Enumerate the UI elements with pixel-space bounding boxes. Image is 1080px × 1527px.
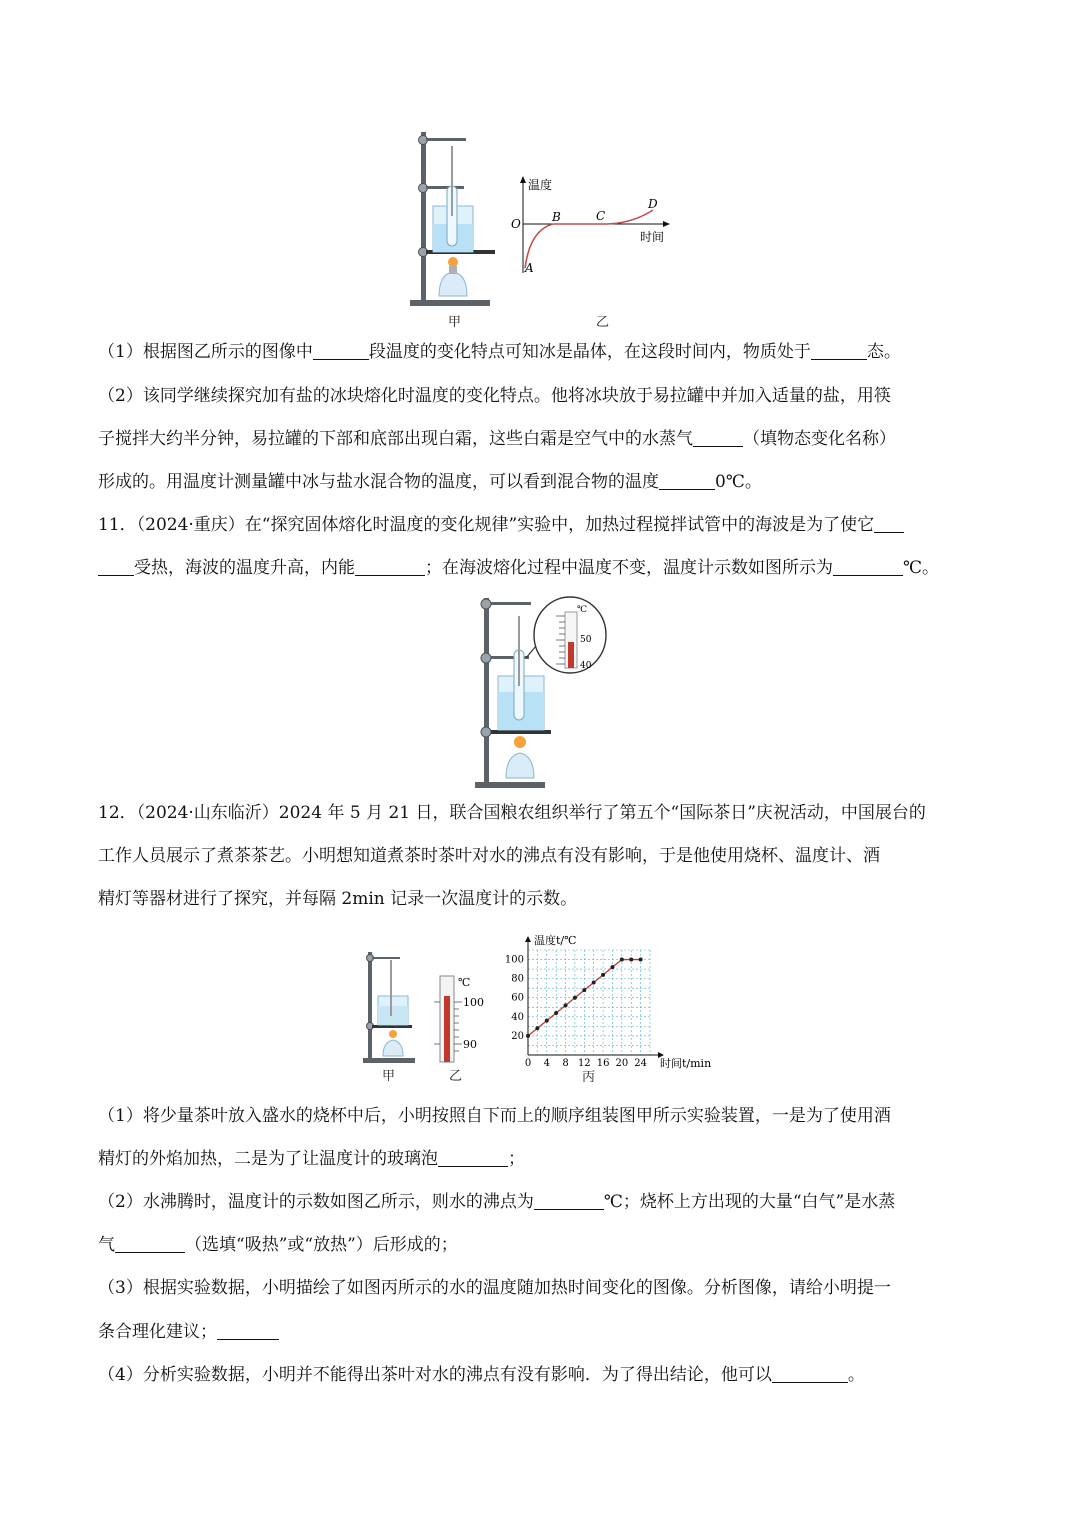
answer-blank[interactable] (693, 429, 743, 447)
graph-point-d: D (648, 197, 658, 211)
graph-ylabel: 温度 (528, 178, 553, 192)
answer-blank[interactable] (874, 515, 904, 533)
data-point (564, 1003, 568, 1007)
q12-part4-line1: （4）分析实验数据，小明并不能得出茶叶对水的沸点有没有影响．为了得出结论，他可以 。 (98, 1365, 865, 1385)
y-tick-label: 20 (511, 1030, 524, 1042)
q12-part3-line1: （3）根据实验数据，小明描绘了如图丙所示的水的温度随加热时间变化的图像。分析图像，请给小明提一 (98, 1278, 891, 1298)
data-point (610, 965, 614, 969)
graph-origin: O (511, 217, 521, 231)
q11-line1: 11．（2024·重庆）在“探究固体熔化时温度的变化规律”实验中，加热过程搅拌试管中的海波是为了使它 (98, 504, 988, 547)
q12-part2-line2: 气 （选填“吸热”或“放热”）后形成的； (98, 1235, 458, 1255)
q12-part1-line2: 精灯的外焰加热，二是为了让温度计的玻璃泡 ； (98, 1149, 525, 1169)
x-tick-label: 20 (615, 1058, 629, 1069)
q12-thermometer (432, 972, 492, 1064)
q12-caption-b: 乙 (449, 1069, 463, 1084)
q10-part2-line3: 形成的。用温度计测量罐中冰与盐水混合物的温度，可以看到混合物的温度 0℃。 (98, 472, 762, 492)
q12-chart (500, 928, 720, 1070)
q12-thermo-mark-100: 100 (463, 996, 484, 1009)
chart-grid (528, 950, 650, 1055)
figure1-caption-b: 乙 (596, 315, 610, 330)
q12-line2: 工作人员展示了煮茶茶艺。小明想知道煮茶时茶叶对水的沸点有没有影响，于是他使用烧杯、温度计、酒 (98, 846, 880, 866)
x-tick-label: 16 (596, 1058, 610, 1069)
q10-part2-line2: 子搅拌大约半分钟，易拉罐的下部和底部出现白霜，这些白霜是空气中的水蒸气 （填物态变化名称） (98, 429, 896, 449)
q12-caption-a: 甲 (382, 1069, 396, 1084)
y-tick-label: 60 (511, 992, 524, 1004)
q12-thermo-mark-90: 90 (463, 1038, 477, 1051)
q10-part2-line1: （2）该同学继续探究加有盐的冰块熔化时温度的变化特点。他将冰块放于易拉罐中并加入适量的盐，用筷 (98, 386, 891, 406)
figure1-caption-a: 甲 (448, 315, 462, 330)
chart-xlabel: 时间t/min (660, 1057, 712, 1070)
figure1-apparatus (405, 128, 495, 308)
q12-line3: 精灯等器材进行了探究，并每隔 2min 记录一次温度计的示数。 (98, 889, 578, 909)
q11-line2: 受热，海波的温度升高，内能 ；在海波熔化过程中温度不变，温度计示数如图所示为 ℃。 (98, 547, 988, 590)
q12-part2-line1: （2）水沸腾时，温度计的示数如图乙所示，则水的沸点为 ℃；烧杯上方出现的大量“白气”是水蒸 (98, 1192, 896, 1212)
data-point (620, 958, 624, 962)
data-point (545, 1019, 549, 1023)
y-tick-label: 40 (511, 1011, 524, 1023)
figure1-graph (508, 175, 678, 275)
graph-point-b: B (552, 210, 561, 224)
answer-blank[interactable] (534, 1192, 604, 1210)
data-point (526, 1034, 530, 1038)
data-point (639, 958, 643, 962)
data-point (554, 1011, 558, 1015)
graph-point-c: C (596, 209, 606, 223)
data-point (582, 988, 586, 992)
x-tick-label: 24 (634, 1058, 647, 1069)
answer-blank[interactable] (98, 558, 134, 576)
answer-blank[interactable] (217, 1322, 279, 1340)
x-tick-label: 12 (577, 1058, 591, 1069)
q10-part1: （1）根据图乙所示的图像中 段温度的变化特点可知冰是晶体，在这段时间内，物质处于 态。 (98, 342, 901, 362)
chart-ylabel: 温度t/℃ (534, 934, 577, 947)
graph-xlabel: 时间 (640, 230, 665, 244)
x-tick-label: 4 (543, 1058, 550, 1069)
answer-blank[interactable] (811, 342, 867, 360)
data-point (629, 958, 633, 962)
y-axis-arrow (525, 936, 531, 942)
q11-thermo-unit: ℃ (577, 605, 588, 615)
q12-part3-line2: 条合理化建议； (98, 1311, 988, 1354)
q12-apparatus (360, 948, 422, 1064)
q11-thermo-mark-40: 40 (580, 661, 592, 671)
x-tick-label: 0 (524, 1058, 532, 1069)
y-tick-label: 100 (504, 954, 524, 966)
answer-blank[interactable] (355, 558, 425, 576)
answer-blank[interactable] (772, 1365, 848, 1383)
answer-blank[interactable] (438, 1149, 508, 1167)
answer-blank[interactable] (115, 1235, 185, 1253)
q12-part1-line1: （1）将少量茶叶放入盛水的烧杯中后，小明按照自下而上的顺序组装图甲所示实验装置，一是为了使用酒 (98, 1106, 891, 1126)
q11-apparatus (470, 592, 610, 792)
chart-ticks (505, 955, 647, 1069)
q12-caption-c: 丙 (582, 1070, 596, 1085)
q12-line1: 12．（2024·山东临沂）2024 年 5 月 21 日，联合国粮农组织举行了第五个“国际茶日”庆祝活动，中国展台的 (98, 803, 926, 823)
data-point (535, 1026, 539, 1030)
data-point (592, 980, 596, 984)
chart-axes (525, 936, 664, 1058)
x-tick-label: 8 (562, 1058, 569, 1069)
answer-blank[interactable] (833, 558, 903, 576)
graph-point-a: A (525, 261, 534, 275)
answer-blank[interactable] (313, 342, 369, 360)
answer-blank[interactable] (659, 472, 715, 490)
data-point (573, 996, 577, 1000)
q12-thermo-unit: ℃ (458, 976, 471, 989)
data-point (601, 973, 605, 977)
y-tick-label: 80 (511, 973, 524, 985)
q11-thermo-mark-50: 50 (580, 635, 592, 645)
